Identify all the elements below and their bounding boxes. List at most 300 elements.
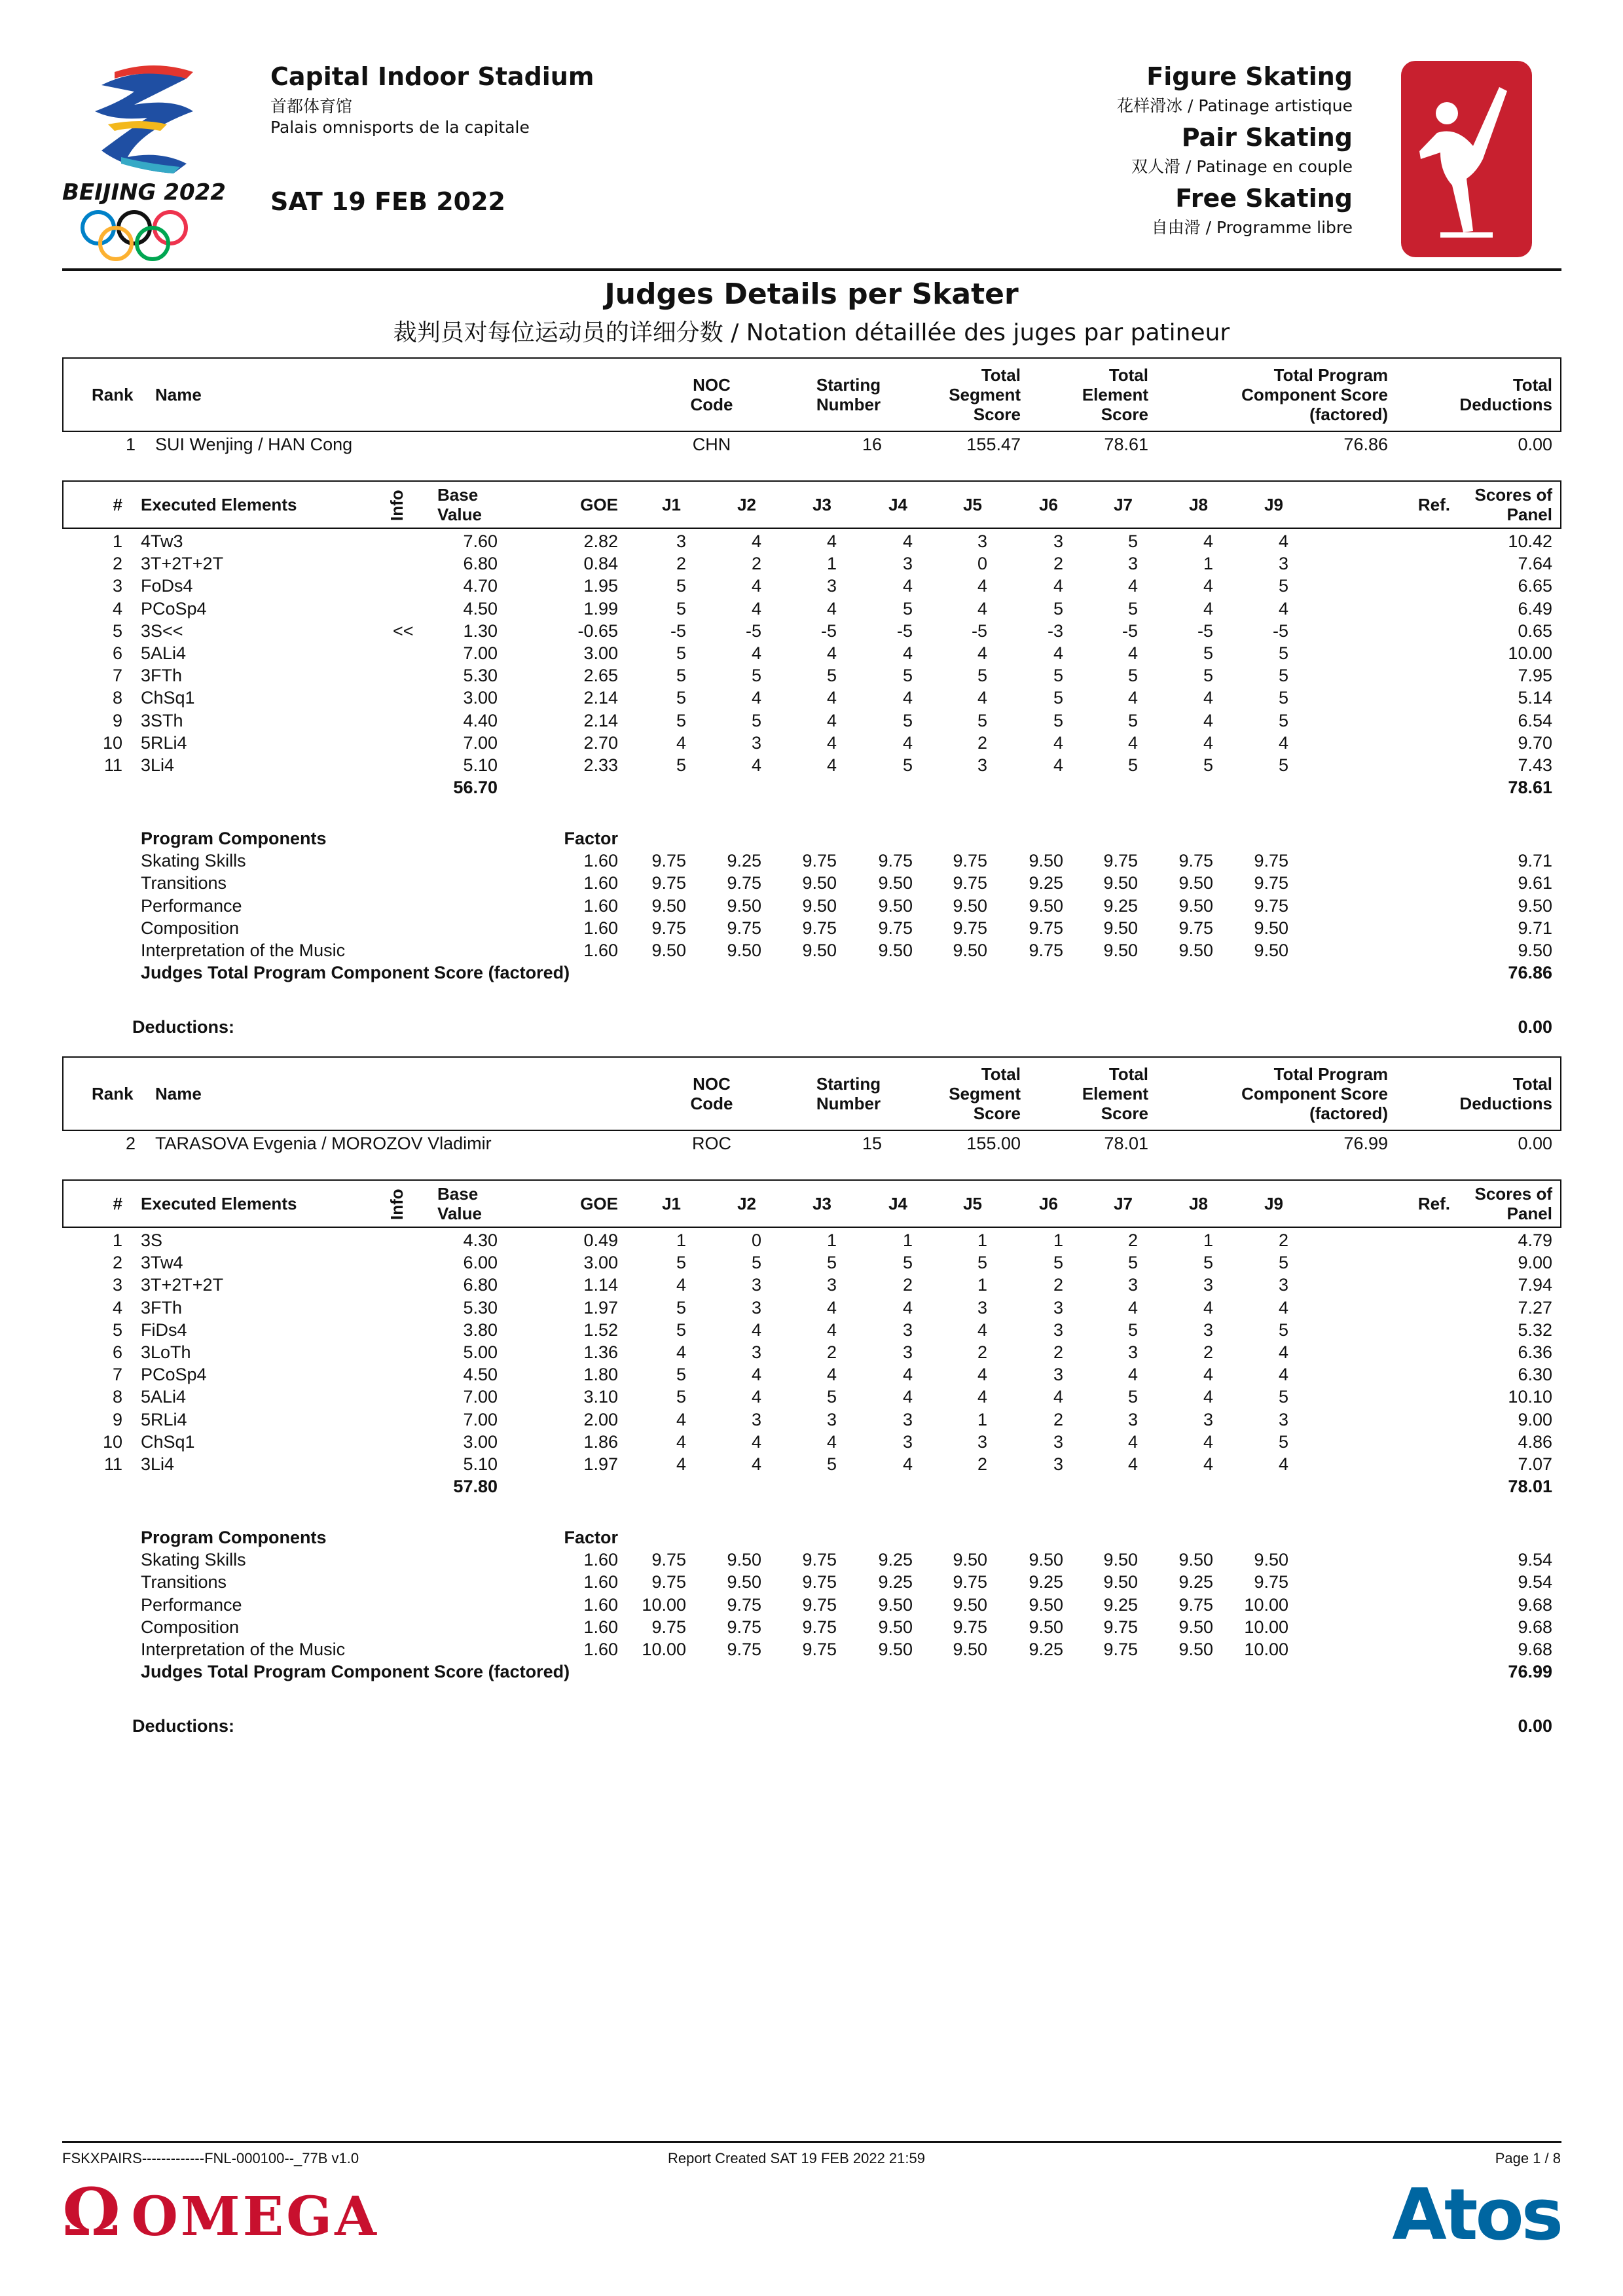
program-component-factor: 1.60 <box>583 941 618 960</box>
element-panel-score: 6.49 <box>1518 599 1552 619</box>
element-judge-5-score: 4 <box>977 688 987 708</box>
element-judge-5-score: 3 <box>977 531 987 551</box>
total-deductions-header-line2: Deductions <box>1459 395 1552 414</box>
segment-subtitle: 自由滑 / Programme libre <box>1151 218 1353 237</box>
element-judge-3-score: 5 <box>826 1387 837 1407</box>
skater-total-deductions: 0.00 <box>1518 435 1552 454</box>
element-judge-6-score: 3 <box>1053 1298 1063 1318</box>
skater-total-segment-score: 155.47 <box>966 435 1021 454</box>
component-judge-8-score: 9.50 <box>1178 941 1213 960</box>
element-goe: 0.84 <box>583 554 618 573</box>
element-base-value: 5.10 <box>463 1454 498 1474</box>
program-component-panel-score: 9.71 <box>1518 918 1552 938</box>
element-base-value: 5.10 <box>463 755 498 775</box>
element-goe: 2.14 <box>583 688 618 708</box>
element-judge-3-score: 4 <box>826 643 837 663</box>
starting-number-header: Starting <box>816 375 881 395</box>
element-judge-7-score: 5 <box>1127 1320 1138 1340</box>
element-goe: 3.00 <box>583 643 618 663</box>
element-judge-5-score: 1 <box>977 1275 987 1295</box>
component-judge-6-score: 9.50 <box>1029 851 1063 870</box>
element-judge-7-score: 2 <box>1127 1230 1138 1250</box>
element-code: FoDs4 <box>141 576 193 596</box>
element-panel-score: 6.54 <box>1518 711 1552 730</box>
element-judge-3-score: 5 <box>826 1454 837 1474</box>
element-judge-2-score: 4 <box>751 688 761 708</box>
element-judge-5-score: 4 <box>977 599 987 619</box>
total-deductions-header: Total <box>1512 1074 1552 1094</box>
element-judge-9-score: 5 <box>1278 711 1288 730</box>
element-judge-8-score: 3 <box>1203 1410 1213 1429</box>
component-judge-3-score: 9.75 <box>802 918 837 938</box>
element-code: 3S <box>141 1230 163 1250</box>
element-judge-8-score: 4 <box>1203 1298 1213 1318</box>
element-number-header: # <box>113 1194 122 1213</box>
component-judge-2-score: 9.75 <box>727 1640 761 1659</box>
element-number: 7 <box>112 666 122 685</box>
element-judge-5-score: -5 <box>971 621 987 641</box>
component-judge-5-score: 9.50 <box>953 1550 987 1570</box>
venue-name-fr: Palais omnisports de la capitale <box>270 118 530 137</box>
element-judge-2-score: 5 <box>751 1253 761 1272</box>
program-component-panel-score: 9.50 <box>1518 896 1552 916</box>
component-judge-4-score: 9.50 <box>878 941 913 960</box>
element-judge-5-score: 5 <box>977 1253 987 1272</box>
element-judge-5-score: 5 <box>977 666 987 685</box>
component-judge-9-score: 9.50 <box>1254 941 1288 960</box>
element-judge-4-score: 3 <box>902 1320 913 1340</box>
element-judge-7-score: 5 <box>1127 1253 1138 1272</box>
element-judge-1-score: 5 <box>676 1365 686 1384</box>
element-judge-9-score: 5 <box>1278 1387 1288 1407</box>
element-judge-4-score: 5 <box>902 1253 913 1272</box>
base-value-header: Base <box>437 485 479 505</box>
element-judge-3-score: 1 <box>826 554 837 573</box>
component-judge-7-score: 9.75 <box>1103 1640 1138 1659</box>
element-judge-6-score: 4 <box>1053 733 1063 753</box>
element-panel-score: 10.00 <box>1508 643 1552 663</box>
element-panel-score: 7.95 <box>1518 666 1552 685</box>
program-component-name: Composition <box>141 918 240 938</box>
element-judge-9-score: -5 <box>1272 621 1288 641</box>
program-component-panel-score: 9.50 <box>1518 941 1552 960</box>
total-program-component-header: Total Program <box>1273 365 1388 385</box>
base-value-header-line2: Value <box>437 1204 482 1223</box>
element-panel-score: 4.86 <box>1518 1432 1552 1452</box>
base-value-header: Base <box>437 1184 479 1204</box>
component-judge-1-score: 10.00 <box>642 1595 686 1615</box>
element-judge-4-score: 4 <box>902 643 913 663</box>
element-judge-4-score: 2 <box>902 1275 913 1295</box>
element-judge-7-score: 5 <box>1127 755 1138 775</box>
component-judge-9-score: 9.50 <box>1254 1550 1288 1570</box>
element-code: 3Tw4 <box>141 1253 183 1272</box>
skater-starting-number: 16 <box>862 435 882 454</box>
element-base-value: 7.00 <box>463 643 498 663</box>
element-judge-9-score: 5 <box>1278 666 1288 685</box>
venue-name-zh: 首都体育馆 <box>270 97 353 116</box>
skater-noc-code: CHN <box>692 435 731 454</box>
program-component-name: Transitions <box>141 1572 227 1592</box>
element-judge-9-score: 4 <box>1278 531 1288 551</box>
program-component-name: Performance <box>141 896 242 916</box>
judges-total-pcs-label: Judges Total Program Component Score (factored) <box>141 1662 570 1681</box>
component-judge-9-score: 9.75 <box>1254 873 1288 893</box>
skater-rank: 1 <box>125 435 136 454</box>
element-panel-score: 6.65 <box>1518 576 1552 596</box>
element-base-value: 3.00 <box>463 688 498 708</box>
element-number: 1 <box>112 1230 122 1250</box>
element-base-value: 6.80 <box>463 554 498 573</box>
element-base-value: 4.70 <box>463 576 498 596</box>
component-judge-9-score: 9.75 <box>1254 1572 1288 1592</box>
element-number: 6 <box>112 1342 122 1362</box>
element-judge-1-score: 4 <box>676 733 686 753</box>
element-code: ChSq1 <box>141 688 195 708</box>
element-judge-7-score: 4 <box>1127 643 1138 663</box>
component-judge-5-score: 9.50 <box>953 941 987 960</box>
element-judge-6-score: 4 <box>1053 1387 1063 1407</box>
element-code: 4Tw3 <box>141 531 183 551</box>
skater-total-deductions: 0.00 <box>1518 1134 1552 1153</box>
component-judge-6-score: 9.25 <box>1029 1640 1063 1659</box>
element-judge-3-score: 4 <box>826 1432 837 1452</box>
judges-total-pcs-value: 76.99 <box>1508 1662 1552 1681</box>
program-component-panel-score: 9.61 <box>1518 873 1552 893</box>
judge-header-9: J9 <box>1264 495 1283 514</box>
element-goe: 2.65 <box>583 666 618 685</box>
program-component-name: Transitions <box>141 873 227 893</box>
element-judge-1-score: 5 <box>676 666 686 685</box>
element-judge-2-score: 3 <box>751 1275 761 1295</box>
element-number: 9 <box>112 711 122 730</box>
element-judge-3-score: 3 <box>826 1275 837 1295</box>
element-judge-2-score: 3 <box>751 1298 761 1318</box>
element-judge-8-score: 4 <box>1203 711 1213 730</box>
element-judge-9-score: 3 <box>1278 1410 1288 1429</box>
element-info-flag: << <box>393 621 414 641</box>
element-panel-score: 7.43 <box>1518 755 1552 775</box>
element-judge-2-score: 3 <box>751 733 761 753</box>
component-judge-3-score: 9.75 <box>802 1572 837 1592</box>
component-judge-4-score: 9.25 <box>878 1572 913 1592</box>
element-judge-7-score: 4 <box>1127 1432 1138 1452</box>
component-judge-5-score: 9.75 <box>953 851 987 870</box>
element-number: 4 <box>112 599 122 619</box>
component-judge-4-score: 9.50 <box>878 1617 913 1637</box>
total-program-component-header-line3: (factored) <box>1309 1103 1388 1123</box>
program-component-factor: 1.60 <box>583 851 618 870</box>
element-judge-8-score: 5 <box>1203 643 1213 663</box>
element-judge-3-score: 1 <box>826 1230 837 1250</box>
element-number: 5 <box>112 1320 122 1340</box>
element-judge-8-score: 2 <box>1203 1342 1213 1362</box>
atos-logo: Atos <box>1392 2174 1561 2256</box>
element-judge-3-score: 5 <box>826 1253 837 1272</box>
element-code: 5RLi4 <box>141 733 187 753</box>
component-judge-7-score: 9.50 <box>1103 873 1138 893</box>
element-judge-2-score: 4 <box>751 643 761 663</box>
skater-total-segment-score: 155.00 <box>966 1134 1021 1153</box>
component-judge-3-score: 9.50 <box>802 941 837 960</box>
element-panel-score: 4.79 <box>1518 1230 1552 1250</box>
program-component-panel-score: 9.71 <box>1518 851 1552 870</box>
total-program-component-header-line2: Component Score <box>1241 1084 1388 1103</box>
element-judge-9-score: 5 <box>1278 688 1288 708</box>
element-judge-8-score: 5 <box>1203 755 1213 775</box>
component-judge-8-score: 9.50 <box>1178 1617 1213 1637</box>
component-judge-5-score: 9.50 <box>953 896 987 916</box>
element-judge-5-score: 3 <box>977 1298 987 1318</box>
element-judge-2-score: 4 <box>751 531 761 551</box>
component-judge-1-score: 9.75 <box>651 1617 686 1637</box>
element-code: PCoSp4 <box>141 599 207 619</box>
element-judge-2-score: 4 <box>751 755 761 775</box>
element-number: 11 <box>103 755 122 775</box>
element-number-header: # <box>113 495 122 514</box>
name-header: Name <box>155 1084 202 1103</box>
element-judge-6-score: 3 <box>1053 1432 1063 1452</box>
element-judge-8-score: 4 <box>1203 1432 1213 1452</box>
total-segment-score-header: Total <box>981 1064 1021 1084</box>
element-panel-score: 7.27 <box>1518 1298 1552 1318</box>
component-judge-5-score: 9.75 <box>953 873 987 893</box>
program-component-name: Composition <box>141 1617 240 1637</box>
executed-elements-header: Executed Elements <box>141 1194 297 1213</box>
component-judge-9-score: 10.00 <box>1244 1640 1288 1659</box>
judges-total-pcs-label: Judges Total Program Component Score (factored) <box>141 963 570 982</box>
element-judge-2-score: 4 <box>751 1432 761 1452</box>
element-judge-3-score: 4 <box>826 1320 837 1340</box>
element-judge-9-score: 5 <box>1278 755 1288 775</box>
element-judge-6-score: 2 <box>1053 554 1063 573</box>
element-number: 10 <box>102 1432 122 1452</box>
element-number: 10 <box>102 733 122 753</box>
element-judge-3-score: 4 <box>826 1365 837 1384</box>
element-code: 3Li4 <box>141 755 175 775</box>
element-goe: 3.10 <box>583 1387 618 1407</box>
element-judge-9-score: 3 <box>1278 554 1288 573</box>
component-judge-2-score: 9.75 <box>727 1595 761 1615</box>
element-judge-7-score: 4 <box>1127 1454 1138 1474</box>
element-number: 6 <box>112 643 122 663</box>
element-judge-2-score: 3 <box>751 1410 761 1429</box>
element-judge-4-score: 4 <box>902 531 913 551</box>
element-judge-8-score: 3 <box>1203 1275 1213 1295</box>
component-judge-4-score: 9.50 <box>878 873 913 893</box>
element-judge-7-score: 5 <box>1127 711 1138 730</box>
component-judge-3-score: 9.75 <box>802 1640 837 1659</box>
element-judge-6-score: 4 <box>1053 643 1063 663</box>
element-goe: 1.97 <box>583 1454 618 1474</box>
element-judge-5-score: 1 <box>977 1410 987 1429</box>
segment-title: Free Skating <box>1175 184 1353 213</box>
program-component-name: Interpretation of the Music <box>141 1640 346 1659</box>
element-judge-9-score: 5 <box>1278 576 1288 596</box>
element-judge-3-score: -5 <box>820 621 837 641</box>
element-judge-3-score: 4 <box>826 688 837 708</box>
component-judge-5-score: 9.50 <box>953 1595 987 1615</box>
emblem-icon <box>62 59 232 262</box>
element-judge-5-score: 4 <box>977 1365 987 1384</box>
element-code: 5ALi4 <box>141 1387 187 1407</box>
element-goe: 1.99 <box>583 599 618 619</box>
component-judge-6-score: 9.25 <box>1029 873 1063 893</box>
element-code: 3STh <box>141 711 183 730</box>
element-judge-5-score: 0 <box>977 554 987 573</box>
element-number: 8 <box>112 1387 122 1407</box>
element-judge-8-score: 4 <box>1203 576 1213 596</box>
deductions-label: Deductions: <box>132 1716 235 1736</box>
element-judge-7-score: 5 <box>1127 666 1138 685</box>
page-subtitle: 裁判员对每位运动员的详细分数 / Notation détaillée des juges par patineur <box>393 319 1230 346</box>
component-judge-3-score: 9.50 <box>802 873 837 893</box>
total-segment-score-header: Total <box>981 365 1021 385</box>
program-component-name: Skating Skills <box>141 1550 246 1570</box>
element-judge-2-score: 4 <box>751 1365 761 1384</box>
element-judge-7-score: 4 <box>1127 688 1138 708</box>
skater-name: SUI Wenjing / HAN Cong <box>155 435 353 454</box>
element-number: 3 <box>112 576 122 596</box>
element-judge-2-score: 4 <box>751 1320 761 1340</box>
skater-name: TARASOVA Evgenia / MOROZOV Vladimir <box>155 1134 492 1153</box>
component-judge-5-score: 9.50 <box>953 1640 987 1659</box>
element-judge-1-score: 5 <box>676 711 686 730</box>
component-judge-7-score: 9.50 <box>1103 918 1138 938</box>
element-judge-9-score: 4 <box>1278 1365 1288 1384</box>
component-judge-4-score: 9.50 <box>878 1640 913 1659</box>
figure-skating-pictogram <box>1401 61 1532 257</box>
element-goe: 1.36 <box>583 1342 618 1362</box>
element-judge-7-score: 3 <box>1127 1342 1138 1362</box>
component-judge-2-score: 9.25 <box>727 851 761 870</box>
element-judge-8-score: 5 <box>1203 1253 1213 1272</box>
factor-header: Factor <box>564 829 618 848</box>
report-created: Report Created SAT 19 FEB 2022 21:59 <box>668 2150 925 2166</box>
element-judge-4-score: 3 <box>902 554 913 573</box>
judge-header-9: J9 <box>1264 1194 1283 1213</box>
total-element-score-header-line2: Element <box>1082 385 1148 404</box>
skater-starting-number: 15 <box>862 1134 882 1153</box>
element-judge-1-score: 5 <box>676 1253 686 1272</box>
element-panel-score: 5.32 <box>1518 1320 1552 1340</box>
element-goe: 1.14 <box>583 1275 618 1295</box>
element-judge-4-score: 4 <box>902 576 913 596</box>
element-code: 5RLi4 <box>141 1410 187 1429</box>
total-segment-score-header-line2: Segment <box>949 385 1021 404</box>
element-judge-6-score: -3 <box>1047 621 1063 641</box>
element-judge-8-score: 3 <box>1203 1320 1213 1340</box>
component-judge-6-score: 9.50 <box>1029 1550 1063 1570</box>
program-components-header: Program Components <box>141 1528 327 1547</box>
noc-header-code: Code <box>690 395 733 414</box>
component-judge-1-score: 10.00 <box>642 1640 686 1659</box>
component-judge-1-score: 9.75 <box>651 873 686 893</box>
program-component-factor: 1.60 <box>583 1550 618 1570</box>
component-judge-8-score: 9.50 <box>1178 873 1213 893</box>
element-judge-5-score: 2 <box>977 733 987 753</box>
element-judge-8-score: 4 <box>1203 599 1213 619</box>
program-component-panel-score: 9.54 <box>1518 1550 1552 1570</box>
element-judge-3-score: 2 <box>826 1342 837 1362</box>
element-judge-8-score: 4 <box>1203 1387 1213 1407</box>
element-judge-3-score: 4 <box>826 733 837 753</box>
element-judge-6-score: 2 <box>1053 1342 1063 1362</box>
element-judge-8-score: 4 <box>1203 688 1213 708</box>
element-code: 3S<< <box>141 621 183 641</box>
deductions-value: 0.00 <box>1518 1017 1552 1037</box>
component-judge-7-score: 9.25 <box>1103 1595 1138 1615</box>
element-judge-9-score: 5 <box>1278 1320 1288 1340</box>
component-judge-7-score: 9.25 <box>1103 896 1138 916</box>
judge-header-3: J3 <box>812 495 831 514</box>
element-panel-score: 6.36 <box>1518 1342 1552 1362</box>
component-judge-7-score: 9.50 <box>1103 1572 1138 1592</box>
element-goe: 2.33 <box>583 755 618 775</box>
element-judge-4-score: 5 <box>902 711 913 730</box>
info-header: Info <box>387 1189 407 1220</box>
element-goe: 2.14 <box>583 711 618 730</box>
element-judge-6-score: 5 <box>1053 711 1063 730</box>
program-component-panel-score: 9.68 <box>1518 1595 1552 1615</box>
component-judge-5-score: 9.75 <box>953 1617 987 1637</box>
noc-header: NOC <box>693 1074 731 1094</box>
element-goe: 3.00 <box>583 1253 618 1272</box>
info-header: Info <box>387 490 407 521</box>
component-judge-9-score: 9.75 <box>1254 896 1288 916</box>
component-judge-7-score: 9.50 <box>1103 1550 1138 1570</box>
element-judge-3-score: 4 <box>826 711 837 730</box>
program-component-panel-score: 9.54 <box>1518 1572 1552 1592</box>
component-judge-1-score: 9.50 <box>651 896 686 916</box>
total-segment-score-header-line2: Segment <box>949 1084 1021 1103</box>
component-judge-3-score: 9.75 <box>802 851 837 870</box>
total-program-component-header: Total Program <box>1273 1064 1388 1084</box>
judge-header-6: J6 <box>1039 1194 1058 1213</box>
starting-number-header-line2: Number <box>816 1094 881 1113</box>
element-judge-5-score: 2 <box>977 1454 987 1474</box>
component-judge-2-score: 9.50 <box>727 896 761 916</box>
element-judge-9-score: 4 <box>1278 1342 1288 1362</box>
component-judge-1-score: 9.75 <box>651 851 686 870</box>
component-judge-2-score: 9.50 <box>727 941 761 960</box>
element-judge-1-score: 4 <box>676 1432 686 1452</box>
element-judge-9-score: 5 <box>1278 643 1288 663</box>
page-number: Page 1 / 8 <box>1495 2150 1561 2166</box>
element-number: 11 <box>103 1454 122 1474</box>
element-base-value: 4.50 <box>463 1365 498 1384</box>
judge-header-2: J2 <box>737 1194 756 1213</box>
element-judge-2-score: -5 <box>745 621 761 641</box>
program-component-factor: 1.60 <box>583 1595 618 1615</box>
component-judge-5-score: 9.75 <box>953 918 987 938</box>
omega-wordmark: OMEGA <box>131 2185 379 2248</box>
element-judge-6-score: 2 <box>1053 1275 1063 1295</box>
element-judge-5-score: 2 <box>977 1342 987 1362</box>
element-judge-2-score: 2 <box>751 554 761 573</box>
element-judge-2-score: 3 <box>751 1342 761 1362</box>
component-judge-4-score: 9.50 <box>878 1595 913 1615</box>
element-base-value: 3.80 <box>463 1320 498 1340</box>
element-judge-5-score: 4 <box>977 1320 987 1340</box>
executed-elements-header: Executed Elements <box>141 495 297 514</box>
element-judge-1-score: 1 <box>676 1230 686 1250</box>
element-judge-6-score: 4 <box>1053 576 1063 596</box>
element-number: 4 <box>112 1298 122 1318</box>
total-program-component-header-line3: (factored) <box>1309 404 1388 424</box>
total-element-score-header-line2: Element <box>1082 1084 1148 1103</box>
judge-header-8: J8 <box>1189 495 1208 514</box>
